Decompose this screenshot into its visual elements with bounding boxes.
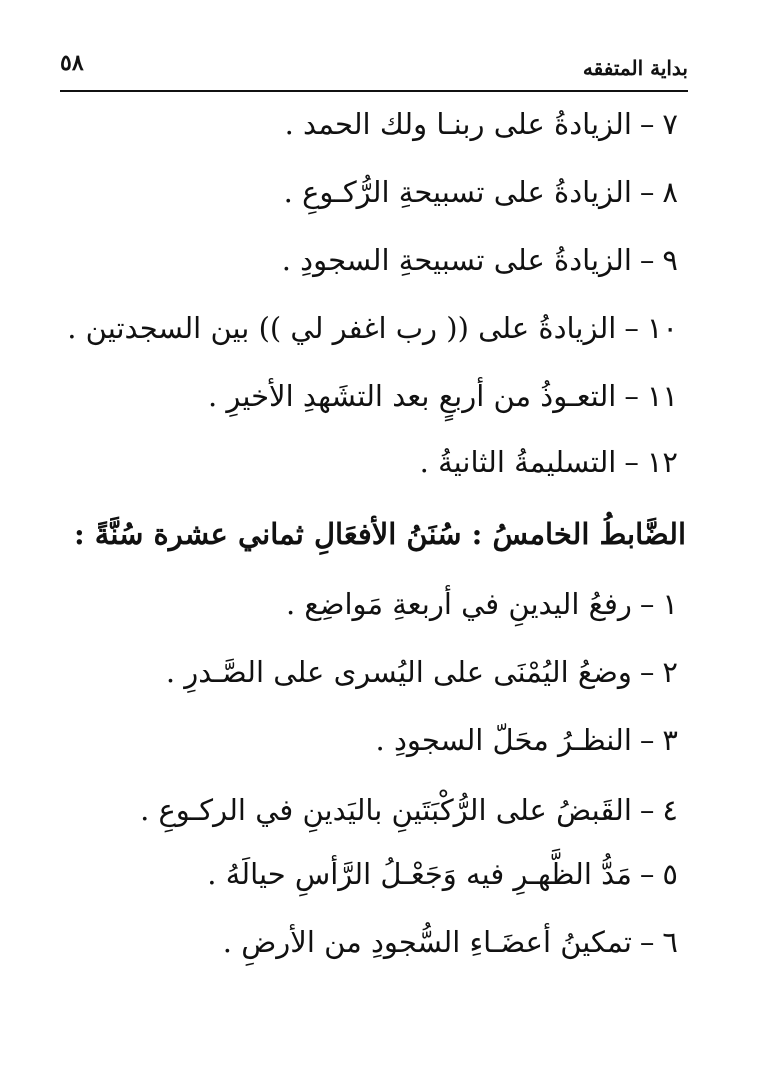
item-text: الزيادةُ على تسبيحةِ الرُّكـوعِ .: [283, 175, 632, 209]
item-text: القَبضُ على الرُّكْبَتَينِ باليَدينِ في الركـوعِ .: [140, 793, 632, 827]
list-item: ١١–التعـوذُ من أربعٍ بعد التشَهدِ الأخيرِ .: [208, 376, 678, 416]
item-number: ١٠: [646, 311, 678, 345]
item-number: ٥: [662, 857, 678, 891]
list-item: ٥–مَدُّ الظَّهـرِ فيه وَجَعْـلُ الرَّأسِ حيالَهُ .: [207, 854, 678, 894]
book-title: بداية المتفقه: [582, 56, 688, 80]
item-text: التسليمةُ الثانيةُ .: [419, 445, 617, 479]
item-text: الزيادةُ على ربنـا ولك الحمد .: [284, 107, 632, 141]
item-number: ٢: [662, 655, 678, 689]
list-item: ٧–الزيادةُ على ربنـا ولك الحمد .: [285, 104, 678, 144]
item-text: التعـوذُ من أربعٍ بعد التشَهدِ الأخيرِ .: [207, 379, 617, 413]
item-number: ١: [662, 587, 678, 621]
list-item: ٨–الزيادةُ على تسبيحةِ الرُّكـوعِ .: [284, 172, 678, 212]
item-number: ٧: [662, 107, 678, 141]
item-text: تمكينُ أعضَـاءِ السُّجودِ من الأرضِ .: [222, 925, 632, 959]
header-rule: [60, 90, 688, 92]
list-item: ١٢–التسليمةُ الثانيةُ .: [420, 442, 678, 482]
item-number: ٨: [662, 175, 678, 209]
list-item: ١٠–الزيادةُ على (( رب اغفر لي )) بين السجدتين .: [67, 308, 678, 348]
item-number: ٩: [662, 243, 678, 277]
list-item: ٩–الزيادةُ على تسبيحةِ السجودِ .: [282, 240, 678, 280]
list-item: ٣–النظـرُ محَلّ السجودِ .: [376, 720, 678, 760]
section-label: الضَّابطُ الخامسُ :: [471, 517, 686, 551]
list-item: ٢–وضعُ اليُمْنَى على اليُسرى على الصَّـدرِ .: [166, 652, 678, 692]
item-text: مَدُّ الظَّهـرِ فيه وَجَعْـلُ الرَّأسِ حيالَهُ .: [207, 857, 632, 891]
page-header: [60, 50, 688, 90]
item-number: ٣: [662, 723, 678, 757]
item-number: ٦: [662, 925, 678, 959]
item-text: الزيادةُ على تسبيحةِ السجودِ .: [281, 243, 632, 277]
item-text: النظـرُ محَلّ السجودِ .: [375, 723, 632, 757]
section-title: سُنَنُ الأفعَالِ ثماني عشرة سُنَّةً :: [74, 517, 462, 551]
section-heading: [74, 514, 686, 554]
item-number: ١٢: [646, 445, 678, 479]
page-number: ٥٨: [60, 50, 84, 76]
list-item: ١–رفعُ اليدينِ في أربعةِ مَواضِع .: [286, 584, 678, 624]
item-text: وضعُ اليُمْنَى على اليُسرى على الصَّـدرِ .: [165, 655, 632, 689]
list-item: ٦–تمكينُ أعضَـاءِ السُّجودِ من الأرضِ .: [223, 922, 678, 962]
item-number: ٤: [662, 793, 678, 827]
item-text: الزيادةُ على (( رب اغفر لي )) بين السجدتين .: [67, 311, 617, 345]
item-text: رفعُ اليدينِ في أربعةِ مَواضِع .: [285, 587, 632, 621]
item-number: ١١: [646, 379, 678, 413]
list-item: ٤–القَبضُ على الرُّكْبَتَينِ باليَدينِ في الركـوعِ .: [140, 790, 678, 830]
